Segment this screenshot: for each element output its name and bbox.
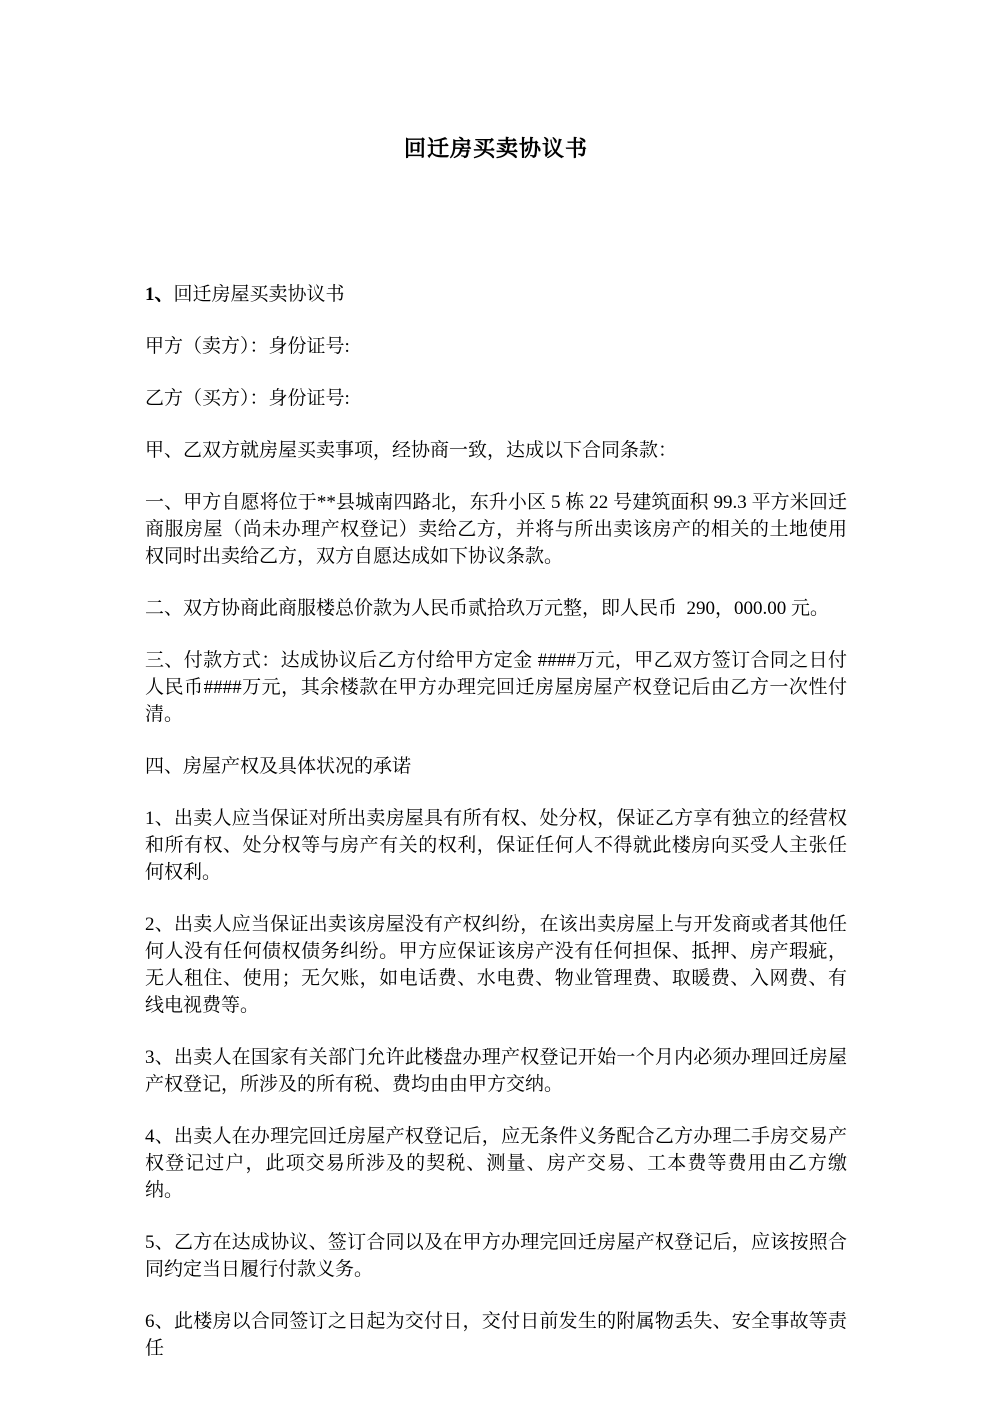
clause-1: 一、甲方自愿将位于**县城南四路北，东升小区 5 栋 22 号建筑面积 99.3 平方米回迁商服房屋（尚未办理产权登记）卖给乙方，并将与所出卖该房产的相关的土地使用权同时出卖给乙方，双方自愿达成如下协议条款。 (145, 492, 847, 567)
section-item-1 (145, 281, 847, 308)
section-item-1-text: 回迁房屋买卖协议书 (173, 284, 345, 305)
clause-2: 二、双方协商此商服楼总价款为人民币贰拾玖万元整，即人民币 290，000.00 元。 (145, 598, 830, 619)
party-a-line: 甲方（卖方）：身份证号: (145, 336, 350, 357)
section-item-1-number: 1、 (145, 284, 174, 305)
clause-3: 三、付款方式：达成协议后乙方付给甲方定金 ####万元，甲乙双方签订合同之日付人民币####万元，其余楼款在甲方办理完回迁房屋房屋产权登记后由乙方一次性付清。 (145, 650, 847, 725)
promise-3: 3、出卖人在国家有关部门允许此楼盘办理产权登记开始一个月内必须办理回迁房屋产权登记，所涉及的所有税、费均由由甲方交纳。 (145, 1047, 847, 1095)
clause-4-heading: 四、房屋产权及具体状况的承诺 (145, 756, 412, 777)
promise-1: 1、出卖人应当保证对所出卖房屋具有所有权、处分权，保证乙方享有独立的经营权和所有权、处分权等与房产有关的权利，保证任何人不得就此楼房向买受人主张任何权利。 (145, 808, 847, 883)
promise-5: 5、乙方在达成协议、签订合同以及在甲方办理完回迁房屋产权登记后，应该按照合同约定当日履行付款义务。 (145, 1232, 847, 1280)
party-b-line: 乙方（买方）：身份证号: (145, 388, 350, 409)
preamble-line: 甲、乙双方就房屋买卖事项，经协商一致，达成以下合同条款： (145, 440, 678, 461)
promise-2: 2、出卖人应当保证出卖该房屋没有产权纠纷，在该出卖房屋上与开发商或者其他任何人没有任何债权债务纠纷。甲方应保证该房产没有任何担保、抵押、房产瑕疵，无人租住、使用；无欠账，如电话费、水电费、物业管理费、取暖费、入网费、有线电视费等。 (145, 914, 847, 1016)
page-title: 回迁房买卖协议书 (403, 136, 588, 161)
promise-6: 6、此楼房以合同签订之日起为交付日，交付日前发生的附属物丢失、安全事故等责任 (145, 1311, 847, 1359)
promise-4: 4、出卖人在办理完回迁房屋产权登记后，应无条件义务配合乙方办理二手房交易产权登记过户，此项交易所涉及的契税、测量、房产交易、工本费等费用由乙方缴纳。 (145, 1126, 847, 1201)
